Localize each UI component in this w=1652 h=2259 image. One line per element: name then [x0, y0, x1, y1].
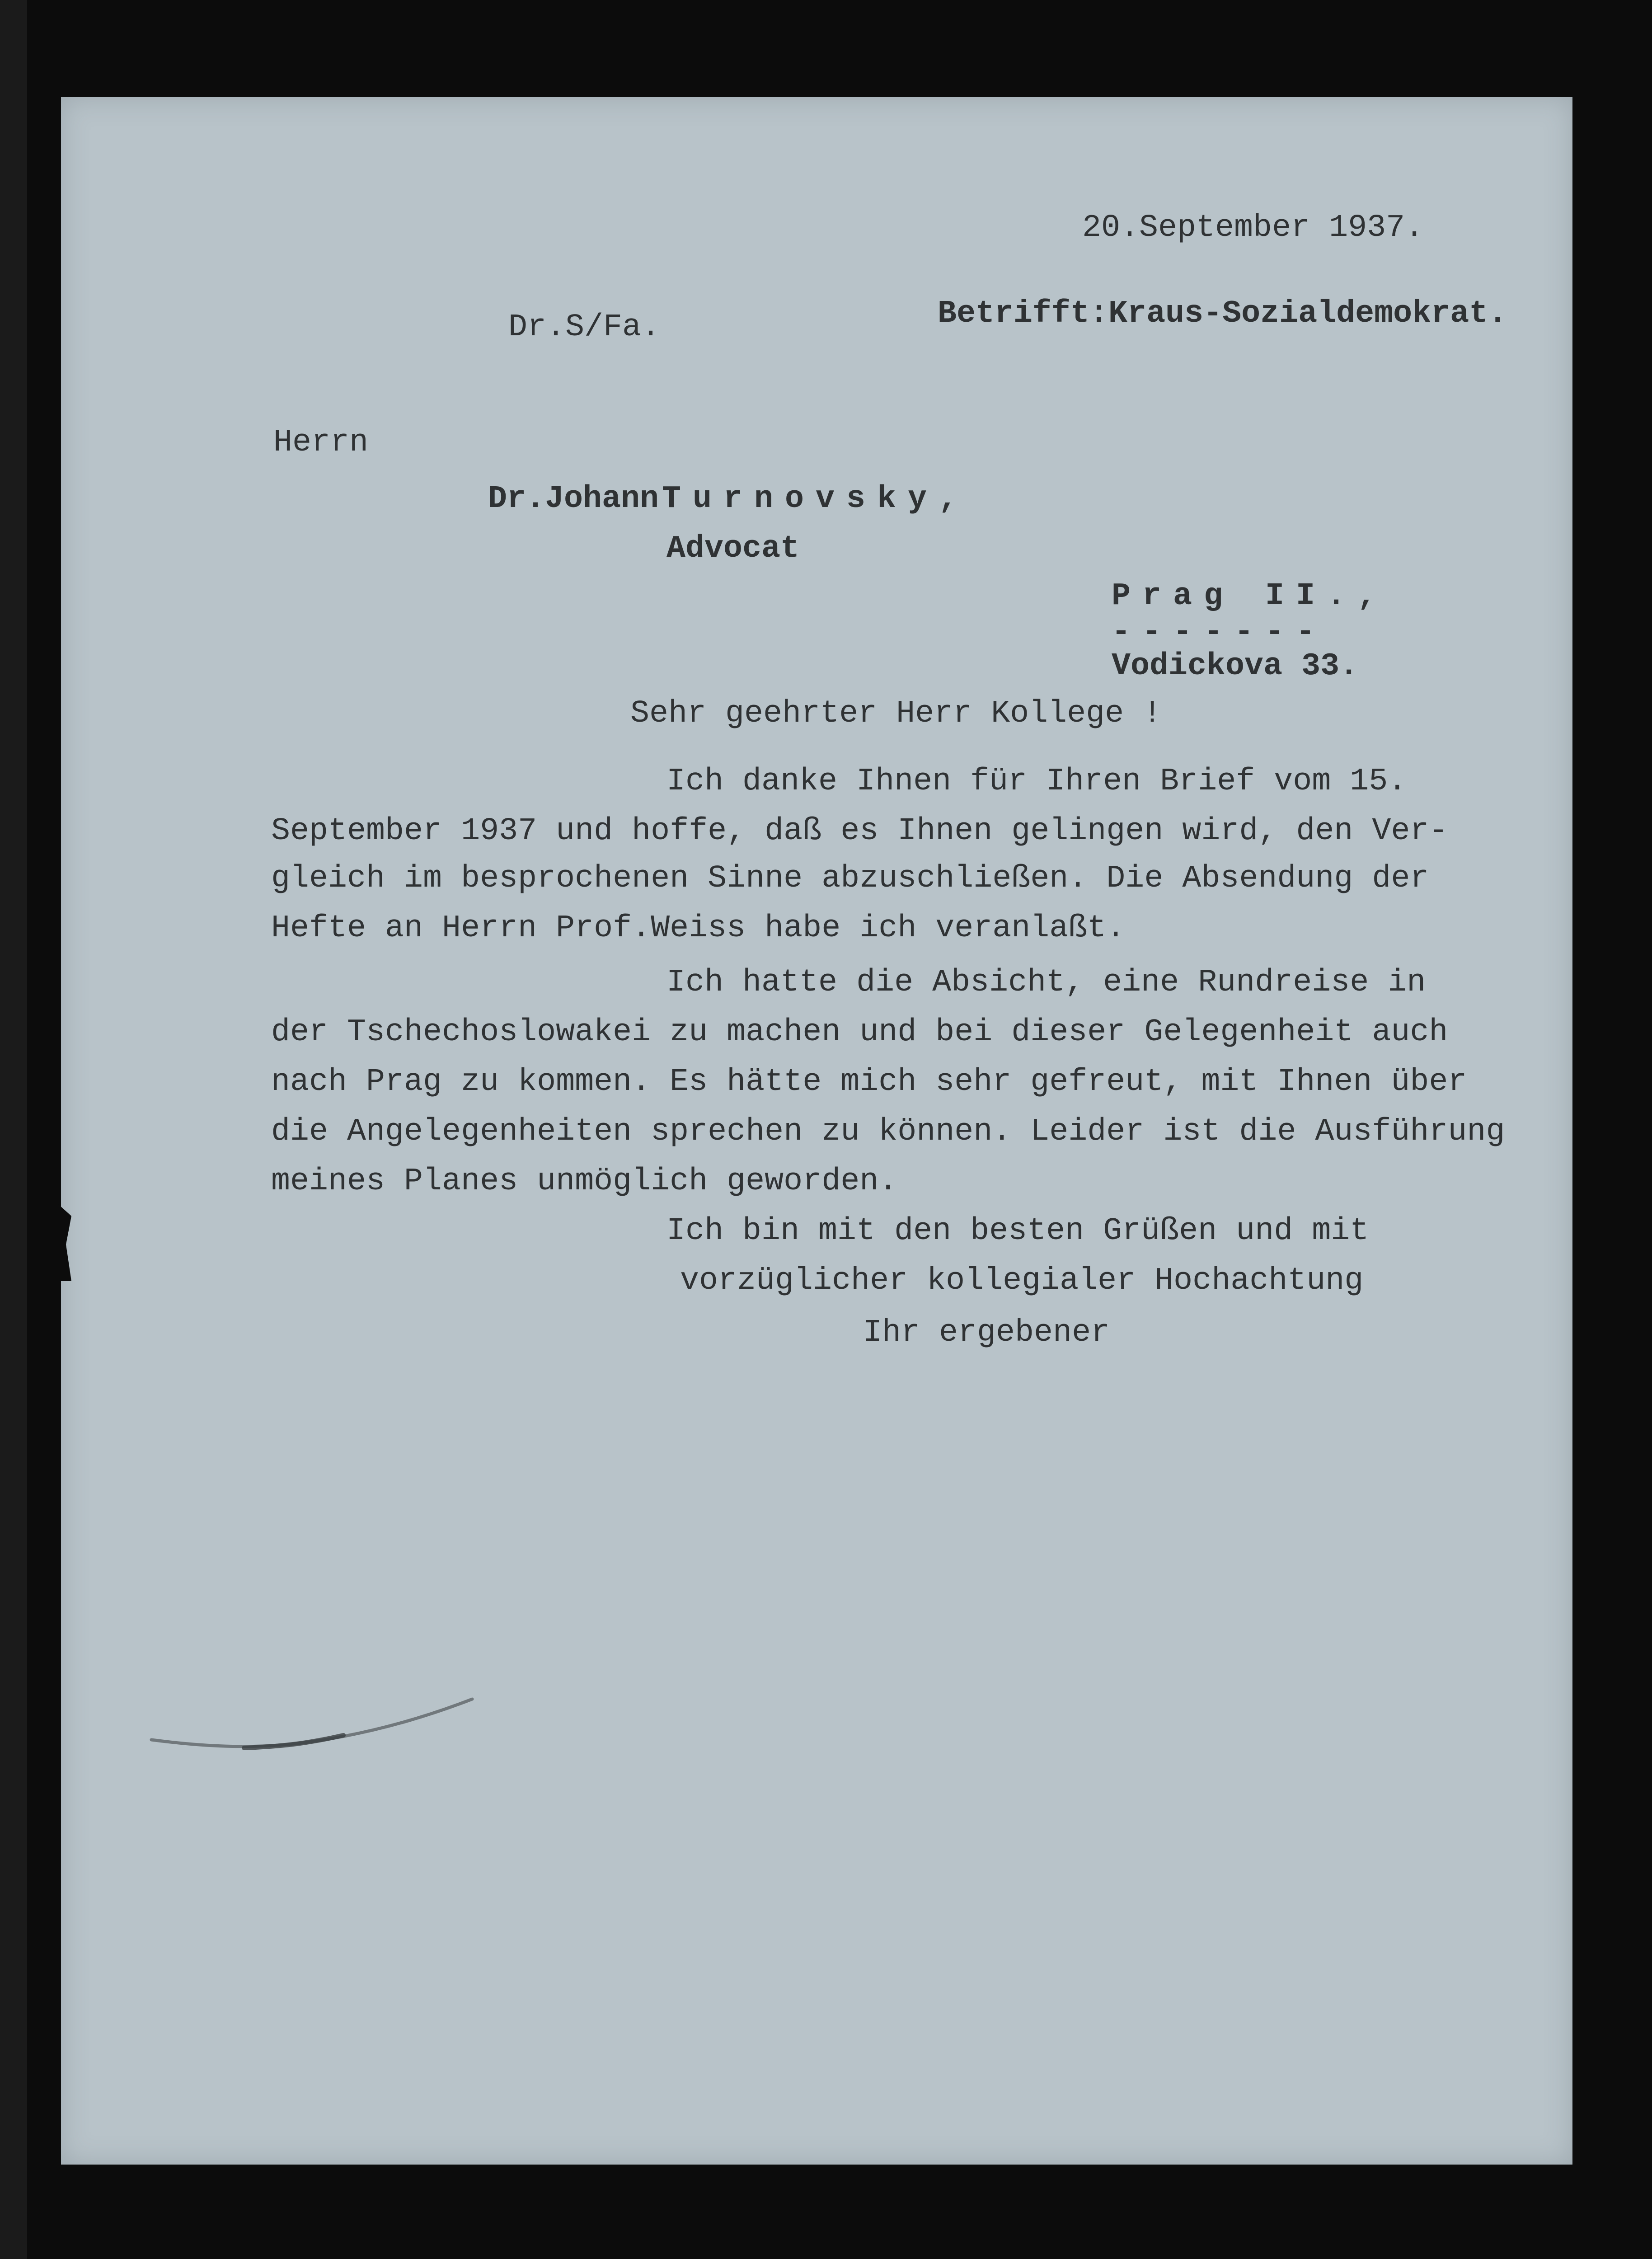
pencil-stroke-mark: [149, 1690, 474, 1762]
body-line: die Angelegenheiten sprechen zu können. Leider ist die Ausführung: [271, 1114, 1505, 1150]
body-line: gleich im besprochenen Sinne abzuschließen. Die Absendung der: [271, 861, 1429, 897]
body-line: meines Planes unmöglich geworden.: [271, 1164, 898, 1199]
closing-line: Ihr ergebener: [863, 1315, 1110, 1351]
letter-date: 20.September 1937.: [1082, 210, 1424, 246]
body-line: September 1937 und hoffe, daß es Ihnen gelingen wird, den Ver-: [271, 813, 1448, 849]
body-line: Ich danke Ihnen für Ihren Brief vom 15.: [666, 764, 1407, 799]
recipient-name-prefix: Dr.Johann: [488, 481, 659, 517]
body-line: Ich hatte die Absicht, eine Rundreise in: [666, 965, 1426, 1000]
closing-line: vorzüglicher kollegialer Hochachtung: [680, 1263, 1364, 1299]
recipient-surname: Turnovsky,: [662, 481, 970, 517]
recipient-city-underline: -------: [1112, 615, 1327, 650]
recipient-title: Herrn: [273, 425, 369, 460]
body-line: nach Prag zu kommen. Es hätte mich sehr gefreut, mit Ihnen über: [271, 1064, 1467, 1100]
closing-line: Ich bin mit den besten Grüßen und mit: [666, 1213, 1369, 1249]
letter-subject: Betrifft:Kraus-Sozialdemokrat.: [938, 296, 1507, 332]
letter-greeting: Sehr geehrter Herr Kollege !: [630, 696, 1162, 732]
letter-reference: Dr.S/Fa.: [508, 310, 661, 345]
recipient-profession: Advocat: [666, 531, 800, 567]
body-line: der Tschechoslowakei zu machen und bei dieser Gelegenheit auch: [271, 1014, 1448, 1050]
recipient-street: Vodickova 33.: [1112, 648, 1359, 684]
body-line: Hefte an Herrn Prof.Weiss habe ich veranlaßt.: [271, 911, 1126, 946]
recipient-city: Prag II.,: [1112, 578, 1389, 614]
scan-border: [0, 0, 27, 2259]
